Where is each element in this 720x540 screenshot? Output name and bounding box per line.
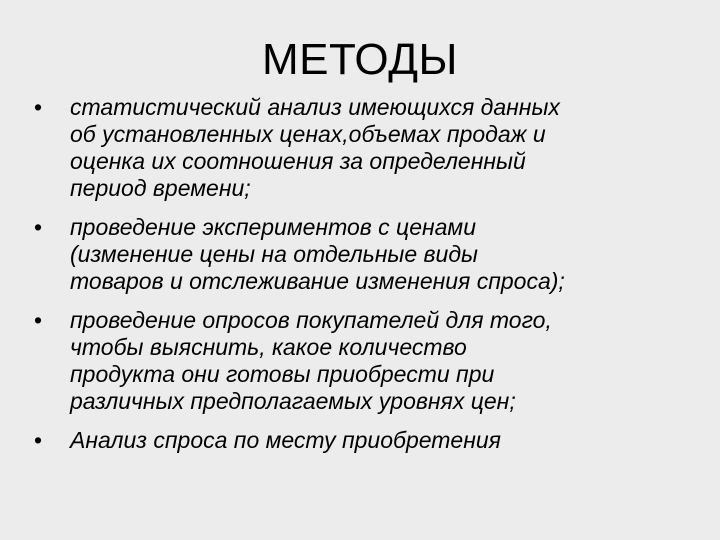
- bullet-icon: •: [34, 214, 43, 240]
- bullet-line: Анализ спроса по месту приобретения: [70, 427, 501, 453]
- bullet-icon: •: [34, 307, 43, 333]
- bullet-line: об установленных ценах,объемах продаж и: [70, 121, 546, 147]
- slide-title: МЕТОДЫ: [262, 35, 458, 84]
- bullet-line: товаров и отслеживание изменения спроса);: [70, 268, 565, 294]
- bullet-text: [70, 214, 690, 295]
- bullet-line: чтобы выяснить, какое количество: [70, 334, 467, 360]
- bullet-line: (изменение цены на отдельные виды: [70, 241, 478, 267]
- bullet-line: оценка их соотношения за определенный: [70, 148, 526, 174]
- bullet-item-price-experiments: [30, 214, 690, 295]
- bullet-line: проведение опросов покупателей для того,: [70, 307, 552, 333]
- bullet-line: статистический анализ имеющихся данных: [70, 94, 560, 120]
- bullet-list: [30, 94, 690, 466]
- bullet-icon: •: [34, 94, 43, 120]
- bullet-item-customer-surveys: [30, 307, 690, 415]
- bullet-item-demand-by-location: [30, 427, 690, 454]
- bullet-line: продукта они готовы приобрести при: [70, 361, 495, 387]
- bullet-item-statistical-analysis: [30, 94, 690, 202]
- bullet-text: [70, 307, 690, 415]
- bullet-line: различных предполагаемых уровнях цен;: [70, 388, 516, 414]
- bullet-text: [70, 94, 690, 202]
- bullet-icon: •: [34, 427, 43, 453]
- bullet-line: проведение экспериментов с ценами: [70, 214, 476, 240]
- bullet-line: период времени;: [70, 175, 251, 201]
- bullet-text: [70, 427, 690, 454]
